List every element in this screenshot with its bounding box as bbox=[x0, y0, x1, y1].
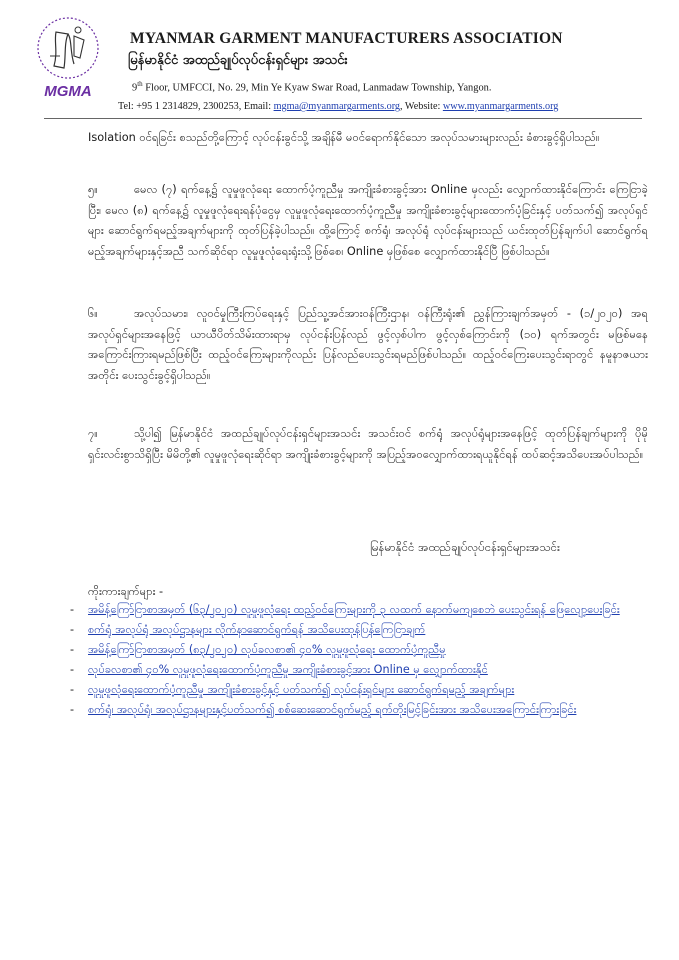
reference-item: - လုပ်ခလစာ၏ ၄၀% လူမှုဖူလုံရေးထောက်ပံ့ကူညီမှု အကျိုးခံစားခွင့်အား Online မှ လျှောက်ထားနိုင် bbox=[70, 663, 488, 676]
reference-link[interactable]: လုပ်ခလစာ၏ ၄၀% လူမှုဖူလုံရေးထောက်ပံ့ကူညီမှု အကျိုးခံစားခွင့်အား Online မှ လျှောက်ထားနိုင် bbox=[88, 663, 488, 676]
paragraph-number: ၅။ bbox=[88, 183, 98, 196]
reference-item: - စက်ရုံ၊ အလုပ်ရုံ၊ အလုပ်ဌာနများနှင့်ပတ်သက်၍ စစ်ဆေးဆောင်ရွက်မည့် ရက်တိုးမြင့်ခြင်းအား အသိပေးအကြောင်းကြားခြင်း bbox=[70, 703, 577, 716]
paragraph-6 bbox=[88, 304, 648, 386]
paragraph-number: ၇။ bbox=[88, 427, 98, 440]
paragraph-7 bbox=[88, 424, 648, 465]
org-name-myanmar: မြန်မာနိုင်ငံ အထည်ချုပ်လုပ်ငန်းရှင်များ အသင်း bbox=[128, 53, 348, 68]
paragraph-text: သို့ပါ၍ မြန်မာနိုင်ငံ အထည်ချုပ်လုပ်ငန်းရှင်များအသင်း အသင်းဝင် စက်ရုံ အလုပ်ရုံများအနေဖြင့် ထုတ်ပြန်ချက်များကို ပိုမိုရှင်းလင်းစွာသိရှိပြီး မိမိတို့၏ လူမှုဖူလုံရေးဆိုင်ရာ အကျိုးခံစားခွင့်များကို အပြည့်အဝလျှောက်ထားရယူနိုင်ရန် ထပ်ဆင့်အသိပေးအပ်ပါသည်။ bbox=[88, 427, 648, 461]
reference-link[interactable]: စက်ရုံ အလုပ်ရုံ အလုပ်ဌာနများ လိုက်နာဆောင်ရွက်ရန် အသိပေးထုန်ပြန်ကြေငြာချက် bbox=[88, 623, 426, 636]
reference-link[interactable]: အမိန့်ကြော်ငြာစာအမှတ် (၈၃/၂၀၂၀) လုပ်ခလစာ၏ ၄၀% လူမှုဖူလုံရေး ထောက်ပံ့ကူညီမှု bbox=[88, 643, 446, 656]
mgma-logo bbox=[34, 12, 102, 100]
reference-item: - လူမှုဖူလုံရေးထောက်ပံ့ကူညီမှု အကျိုးခံစားခွင့်နှင့် ပတ်သက်၍ လုပ်ငန်းရှင်များ ဆောင်ရွက်ရမည့် အချက်များ bbox=[70, 683, 515, 696]
paragraph-text: အလုပ်သမား၊ လူဝင်မှုကြီးကြပ်ရေးနှင့် ပြည်သူ့အင်အားဝန်ကြီးဌာန၊ ဝန်ကြီးရုံး၏ ညွှန်ကြားချက်အမှတ် - (၁/၂၀၂၀) အရ အလုပ်ရှင်များအနေဖြင့် ယာယီပိတ်သိမ်းထားရာမှ လုပ်ငန်းပြန်လည် ဖွင့်လှစ်ပါက ဖွင့်လှစ်ကြောင်းကို (၁၀) ရက်အတွင်း မဖြစ်မနေ အကြောင်းကြားရမည်ဖြစ်ပြီး ထည့်ဝင်ကြေးများကိုလည်း ပြန်လည်ပေးသွင်းရမည်ဖြစ်ပါသည်။ ထည့်ဝင်ကြေးပေးသွင်းရာတွင် နမူနာဇယားအတိုင်း ပေးသွင်းခွင့်ရှိပါသည်။ bbox=[88, 307, 648, 382]
address-line bbox=[132, 80, 672, 93]
header-divider bbox=[44, 118, 642, 119]
reference-item: - စက်ရုံ အလုပ်ရုံ အလုပ်ဌာနများ လိုက်နာဆောင်ရွက်ရန် အသိပေးထုန်ပြန်ကြေငြာချက် bbox=[70, 623, 426, 636]
logo-text: MGMA bbox=[44, 83, 92, 100]
floor-number: 9 bbox=[132, 82, 138, 94]
references-title: ကိုးကားချက်များ - bbox=[88, 585, 164, 598]
references-list bbox=[70, 600, 630, 720]
intro-paragraph: Isolation ဝင်ရခြင်း စသည်တို့ကြောင့် လုပ်ငန်းခွင်သို့ အချိန်မီ မဝင်ရောက်နိုင်သော အလုပ်သမားများလည်း ခံစားခွင့်ရှိပါသည်။ bbox=[88, 131, 600, 144]
contact-line bbox=[118, 101, 678, 112]
reference-link[interactable]: စက်ရုံ၊ အလုပ်ရုံ၊ အလုပ်ဌာနများနှင့်ပတ်သက်၍ စစ်ဆေးဆောင်ရွက်မည့် ရက်တိုးမြင့်ခြင်းအား အသိပေးအကြောင်းကြားခြင်း bbox=[88, 703, 577, 716]
website-label: , Website: bbox=[400, 101, 443, 112]
email-link[interactable]: mgma@myanmargarments.org bbox=[273, 101, 400, 112]
website-link[interactable]: www.myanmargarments.org bbox=[442, 101, 559, 112]
paragraph-5 bbox=[88, 180, 648, 262]
paragraph-number: ၆။ bbox=[88, 307, 98, 320]
reference-link[interactable]: အမိန့်ကြော်ငြာစာအမှတ် (၆၃/၂၀၂၀) လူမှုဖူလုံရေး ထည့်ဝင်ကြေးများကို ၃ လထက် နောက်မကျစေဘဲ ပေးသွင်းရန် ဖြေလျော့ပေးခြင်း bbox=[88, 603, 620, 616]
signature: မြန်မာနိုင်ငံ အထည်ချုပ်လုပ်ငန်းရှင်များအသင်း bbox=[370, 540, 560, 554]
reference-item: - အမိန့်ကြော်ငြာစာအမှတ် (၈၃/၂၀၂၀) လုပ်ခလစာ၏ ၄၀% လူမှုဖူလုံရေး ထောက်ပံ့ကူညီမှု bbox=[70, 643, 446, 656]
address-text: Floor, UMFCCI, No. 29, Min Ye Kyaw Swar Road, Lanmadaw Township, Yangon. bbox=[142, 82, 492, 94]
floor-suffix: th bbox=[137, 80, 143, 88]
paragraph-text: မေလ (၇) ရက်နေ့၌ လူမှုဖူလုံရေး ထောက်ပံ့ကူညီမှု အကျိုးခံစားခွင့်အား Online မှလည်း လျှောက်ထားနိုင်ကြောင်း ကြေငြာခဲ့ပြီး၊ မေလ (၈) ရက်နေ့၌ လူမှုဖူလုံရေးရန်ပုံငွေမှ လူမှုဖူလုံရေးထောက်ပံ့ကူညီမှု အကျိုးခံစားခွင့်များထောက်ပံ့ခြင်းနှင့် ပတ်သက်၍ အလုပ်ရှင်များ ဆောင်ရွက်ရမည့်အချက်များကို ထုတ်ပြန်ခဲ့ပါသည်။ ထို့ကြောင့် စက်ရုံ၊ အလုပ်ရုံ လုပ်ငန်းများသည် ယင်းထုတ်ပြန်ချက်ပါ ဆောင်ရွက်ရမည့်အချက်များနှင့်အညီ သက်ဆိုင်ရာ လူမှုဖူလုံရေးရုံးသို့ဖြစ်စေ၊ Online မှဖြစ်စေ လျှောက်ထားနိုင်ပြီ ဖြစ်ပါသည်။ bbox=[88, 183, 648, 258]
reference-item: - အမိန့်ကြော်ငြာစာအမှတ် (၆၃/၂၀၂၀) လူမှုဖူလုံရေး ထည့်ဝင်ကြေးများကို ၃ လထက် နောက်မကျစေဘဲ ပေးသွင်းရန် ဖြေလျော့ပေးခြင်း bbox=[70, 603, 620, 616]
tel-text: Tel: +95 1 2314829, 2300253, Email: bbox=[118, 101, 274, 112]
org-name-english: MYANMAR GARMENT MANUFACTURERS ASSOCIATION bbox=[130, 30, 563, 47]
reference-link[interactable]: လူမှုဖူလုံရေးထောက်ပံ့ကူညီမှု အကျိုးခံစားခွင့်နှင့် ပတ်သက်၍ လုပ်ငန်းရှင်များ ဆောင်ရွက်ရမည့် အချက်များ bbox=[88, 683, 515, 696]
